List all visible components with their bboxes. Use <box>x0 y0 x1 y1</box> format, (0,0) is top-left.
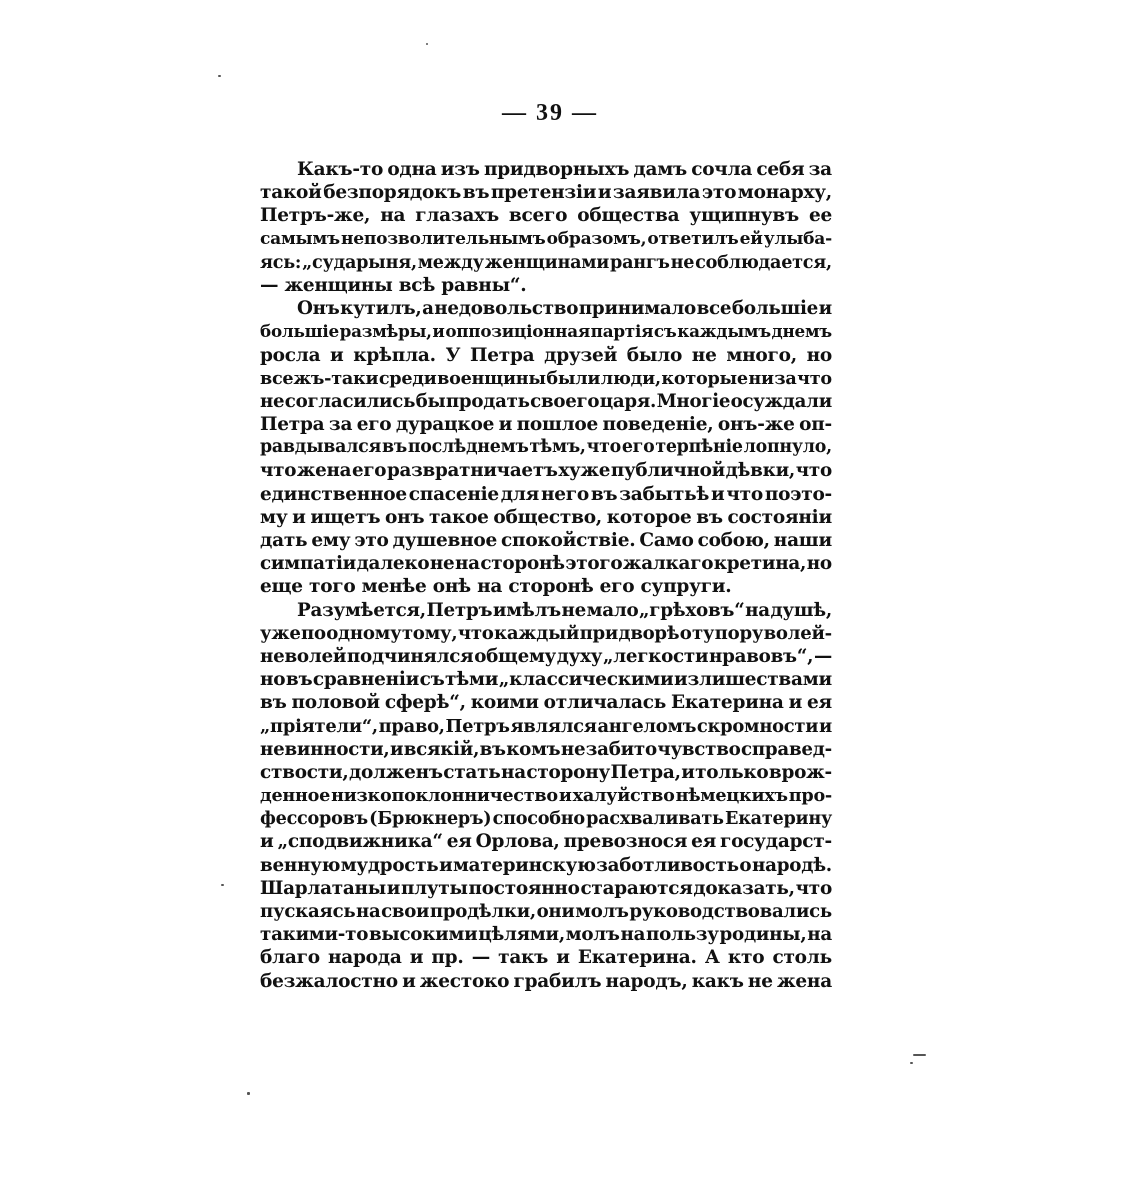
text-line: уже по одному тому, что каждый при дворѣ о ту пору волей- <box>260 622 832 644</box>
text-line: такими-то высокими цѣлями, молъ на пользу родины, на <box>260 924 832 946</box>
text-line: единственное спасеніе для него въ забытьѣ и что поэто- <box>260 483 832 505</box>
text-line: пускаясь на свои продѣлки, они молъ руководствовались <box>260 901 832 922</box>
text-line: Какъ-то одна изъ придворныхъ дамъ сочла себя за <box>297 159 832 180</box>
text-line: неволей подчинялся общему духу „легкости нравовъ“, — <box>260 645 832 667</box>
text-line: ясь: „сударыня, между женщинами рангъ не соблюдается, <box>260 251 832 273</box>
text-line: не согласились бы продать своего царя. Многіе осуждали <box>260 390 832 412</box>
text-line: равдывался въ послѣднемъ тѣмъ, что его терпѣніе лопнуло, <box>260 437 832 458</box>
text-line: безжалостно и жестоко грабилъ народъ, какъ не жена <box>260 970 832 992</box>
text-line: денное низкопоклонничество и халуйство нѣмецкихъ про- <box>260 785 832 807</box>
text-line: фессоровъ (Брюкнеръ) способно расхваливать Екатерину <box>260 808 832 830</box>
text-line: въ половой сферѣ“, коими отличалась Екатерина и ея <box>260 692 832 714</box>
text-line: Разумѣется, Петръ имѣлъ не мало „грѣховъ“ на душѣ, <box>297 599 832 621</box>
scan-speck <box>910 1062 913 1064</box>
text-line: такой безпорядокъ въ претензіи и заявила это монарху, <box>260 182 832 204</box>
text-line: росла и крѣпла. У Петра друзей было не много, но <box>260 344 832 366</box>
body-text <box>260 158 832 993</box>
text-line: му и ищетъ онъ такое общество, которое въ состояніи <box>260 506 832 528</box>
text-line: благо народа и пр. — такъ и Екатерина. А кто столь <box>260 947 832 969</box>
text-line: еще того менѣе онѣ на сторонѣ его супруги. <box>260 576 732 598</box>
text-line: но въ сравненіи съ тѣми „классическими излишествами <box>260 669 832 691</box>
text-line: ствости, долженъ стать на сторону Петра, и только врож- <box>260 761 832 783</box>
text-line: симпатіи далеко не на сторонѣ этого жалкаго кретина, но <box>260 553 832 575</box>
text-line: Петръ-же, на глазахъ всего общества ущипнувъ ее <box>260 205 832 227</box>
text-line: Петра за его дурацкое и пошлое поведеніе, онъ-же оп- <box>260 414 832 436</box>
text-line: дать ему это душевное спокойствіе. Само собою, наши <box>260 530 832 551</box>
text-line: „пріятели“, право, Петръ являлся ангеломъ скромности и <box>260 715 832 737</box>
text-line: — женщины всѣ равны“. <box>260 274 527 296</box>
text-line: большіе размѣры, и оппозиціонная партія съ каждымъ днемъ <box>260 321 832 342</box>
text-line: венную мудрость и материнскую заботливость о народѣ. <box>260 854 832 876</box>
text-line: невинности, и всякій, въ комъ не забито чувство справед- <box>260 738 832 760</box>
scan-speck <box>913 1054 926 1056</box>
scan-speck <box>221 884 224 886</box>
text-line: самымъ непозволительнымъ образомъ, ответилъ ей улыба- <box>260 228 832 249</box>
scan-speck <box>218 75 221 77</box>
page-number: — 39 — <box>502 100 598 126</box>
text-line: что жена его развратничаетъ хуже публичной дѣвки, что <box>260 460 832 482</box>
text-line: всежъ-таки среди военщины были люди, которые ни за что <box>260 367 832 389</box>
scan-speck <box>426 43 428 45</box>
scan-speck <box>247 1092 250 1095</box>
text-line: Онъ кутилъ, а недовольство принимало все большіе и <box>297 298 832 320</box>
text-line: Шарлатаны и плуты постоянно стараются доказать, что <box>260 877 832 899</box>
text-line: и „сподвижника“ ея Орлова, превознося ея государст- <box>260 831 832 853</box>
